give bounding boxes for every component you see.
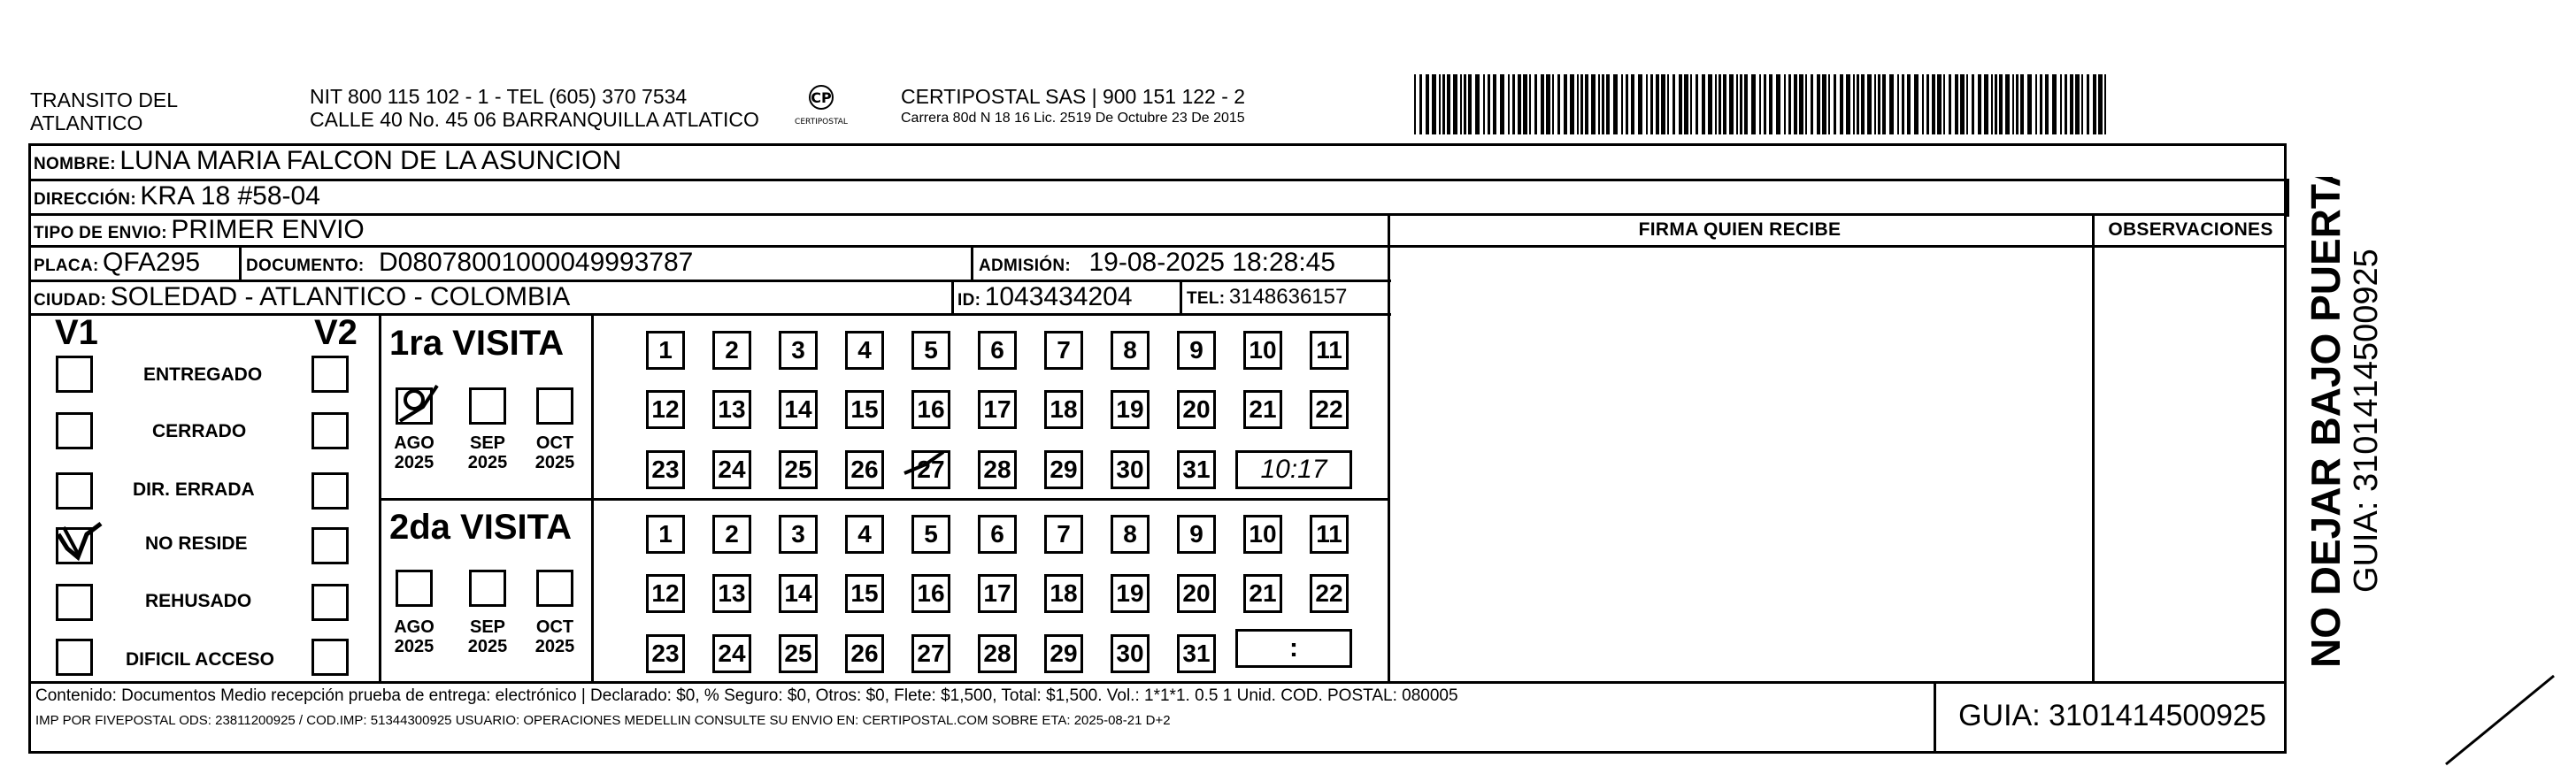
visit1-day-box[interactable]: 11 [1310,331,1349,370]
visit2-month-oct-checkbox[interactable] [536,570,573,607]
ciudad-cell: CIUDAD: SOLEDAD - ATLANTICO - COLOMBIA [34,282,571,311]
tipo-row: TIPO DE ENVIO: PRIMER ENVIO [34,215,365,244]
agency-contact: NIT 800 115 102 - 1 - TEL (605) 370 7534 CALLE 40 No. 45 06 BARRANQUILLA ATLATICO [310,85,759,131]
visit1-day-box[interactable]: 24 [712,450,751,489]
visit2-day-box[interactable]: 8 [1111,515,1150,554]
documento-cell: DOCUMENTO: D08078001000049993787 [246,248,694,277]
status-cerrado: CERRADO [152,421,247,441]
visit2-day-box[interactable]: 25 [779,634,818,673]
visit2-day-box[interactable]: 1 [646,515,685,554]
visit1-day-box[interactable]: 5 [911,331,950,370]
v1-entregado-checkbox[interactable] [56,356,93,393]
visit1-day-box[interactable]: 25 [779,450,818,489]
tel-value: 3148636157 [1228,285,1348,309]
visit2-day-box[interactable]: 18 [1044,574,1083,613]
direccion-value: KRA 18 #58-04 [140,181,320,211]
visit1-month-label: AGO 2025 [394,433,434,472]
visit1-month-sep-checkbox[interactable] [469,387,506,425]
visit1-day-box[interactable]: 31 [1177,450,1216,489]
visit2-day-box[interactable]: 15 [845,574,884,613]
side-vertical-text [2292,177,2389,672]
visit1-day-box[interactable]: 9 [1177,331,1216,370]
visit2-day-box[interactable]: 14 [779,574,818,613]
visit1-day-box[interactable]: 23 [646,450,685,489]
visit1-day-box[interactable]: 13 [712,390,751,429]
visit2-day-box[interactable]: 24 [712,634,751,673]
visit2-title: 2da VISITA [389,508,572,547]
visit1-month-oct-checkbox[interactable] [536,387,573,425]
firma-header: FIRMA QUIEN RECIBE [1638,219,1842,240]
visit2-day-box[interactable]: 17 [978,574,1017,613]
visit2-month-sep-checkbox[interactable] [469,570,506,607]
side-warning: NO DEJAR BAJO PUERTA [2303,177,2349,668]
visit2-day-box[interactable]: 27 [911,634,950,673]
visit2-day-box[interactable]: 7 [1044,515,1083,554]
v1-rehusado-checkbox[interactable] [56,584,93,621]
documento-value: D08078001000049993787 [379,248,694,277]
visit1-time-field[interactable] [1235,450,1352,489]
visit1-day-box[interactable]: 2 [712,331,751,370]
side-guia: GUIA: 3101414500925 [2348,249,2385,593]
visit2-day-box[interactable]: 29 [1044,634,1083,673]
visit1-day-box[interactable]: 15 [845,390,884,429]
admision-value: 19-08-2025 18:28:45 [1088,248,1336,277]
handwritten-check-mark [51,518,110,568]
visit1-day-box[interactable]: 27 [911,450,950,489]
visit2-day-box[interactable]: 4 [845,515,884,554]
imp-text: IMP POR FIVEPOSTAL ODS: 23811200925 / COD.IMP: 51344300925 USUARIO: OPERACIONES MEDELLIN CONSULTE SU ENVIO EN: CERTIPOSTAL.COM SOBRE ETA: 2025-08-21 D+2 [35,713,1171,728]
admision-cell: ADMISIÓN: 19-08-2025 18:28:45 [979,248,1336,277]
visit2-month-ago-checkbox[interactable] [396,570,433,607]
svg-text:CERTIPOSTAL: CERTIPOSTAL [795,118,848,126]
handwritten-day-mark [901,447,947,491]
visit1-day-box[interactable]: 14 [779,390,818,429]
visit1-day-box[interactable]: 19 [1111,390,1150,429]
visit1-day-box[interactable]: 26 [845,450,884,489]
visit2-day-box[interactable]: 13 [712,574,751,613]
visit1-day-box[interactable]: 21 [1243,390,1282,429]
visit1-month-label: SEP 2025 [467,433,508,472]
nombre-row: NOMBRE: LUNA MARIA FALCON DE LA ASUNCION [34,146,622,175]
status-entregado: ENTREGADO [143,364,263,385]
visit2-day-box[interactable]: 16 [911,574,950,613]
visit2-time-field[interactable] [1235,629,1352,668]
visit2-day-box[interactable]: 3 [779,515,818,554]
visit2-month-label: SEP 2025 [467,617,508,656]
barcode-icon [1414,74,2113,134]
v1-dificil-acceso-checkbox[interactable] [56,639,93,676]
id-cell: ID: 1043434204 [957,282,1133,311]
visit2-day-box[interactable]: 23 [646,634,685,673]
visit2-day-box[interactable]: 21 [1243,574,1282,613]
status-dir-errada: DIR. ERRADA [133,479,255,500]
visit2-day-box[interactable]: 10 [1243,515,1282,554]
v2-entregado-checkbox[interactable] [311,356,349,393]
v2-no-reside-checkbox[interactable] [311,527,349,564]
visit1-day-box[interactable]: 12 [646,390,685,429]
visit2-month-label: OCT 2025 [534,617,575,656]
agency-name: TRANSITO DEL ATLANTICO [30,88,178,134]
status-dificil-acceso: DIFICIL ACCESO [126,649,275,670]
visit1-day-box[interactable]: 4 [845,331,884,370]
v2-dificil-acceso-checkbox[interactable] [311,639,349,676]
ciudad-value: SOLEDAD - ATLANTICO - COLOMBIA [110,282,571,311]
visit2-day-box[interactable]: 2 [712,515,751,554]
visit1-day-box[interactable]: 3 [779,331,818,370]
visit1-day-box[interactable]: 30 [1111,450,1150,489]
visit1-day-box[interactable]: 22 [1310,390,1349,429]
visit1-time-value: 10:17 [1260,455,1327,484]
visit1-day-box[interactable]: 18 [1044,390,1083,429]
observaciones-header: OBSERVACIONES [2108,219,2273,240]
visit2-day-box[interactable]: 28 [978,634,1017,673]
visit1-day-box[interactable]: 1 [646,331,685,370]
placa-value: QFA295 [103,248,201,277]
visit2-day-box[interactable]: 30 [1111,634,1150,673]
footer-guia: GUIA: 3101414500925 [1958,699,2266,732]
v1-cerrado-checkbox[interactable] [56,412,93,449]
company-info: CERTIPOSTAL SAS | 900 151 122 - 2 Carrera 80d N 18 16 Lic. 2519 De Octubre 23 De 2015 [901,85,1246,126]
direccion-row: DIRECCIÓN: KRA 18 #58-04 [34,181,320,211]
svg-text:CP: CP [811,89,832,106]
tel-cell: TEL: 3148636157 [1187,285,1348,309]
nombre-value: LUNA MARIA FALCON DE LA ASUNCION [119,146,622,175]
visit2-day-box[interactable]: 20 [1177,574,1216,613]
v2-rehusado-checkbox[interactable] [311,584,349,621]
visit1-day-box[interactable]: 29 [1044,450,1083,489]
status-no-reside: NO RESIDE [145,533,248,554]
visit2-month-label: AGO 2025 [394,617,434,656]
v2-cerrado-checkbox[interactable] [311,412,349,449]
visit2-day-box[interactable]: 12 [646,574,685,613]
visit1-month-label: OCT 2025 [534,433,575,472]
v2-dir-errada-checkbox[interactable] [311,472,349,510]
visit1-day-box[interactable]: 7 [1044,331,1083,370]
visit2-day-box[interactable]: 31 [1177,634,1216,673]
visit2-day-box[interactable]: 6 [978,515,1017,554]
visit1-day-box[interactable]: 17 [978,390,1017,429]
tipo-value: PRIMER ENVIO [171,215,365,244]
visit2-day-box[interactable]: 9 [1177,515,1216,554]
v1-dir-errada-checkbox[interactable] [56,472,93,510]
certipostal-logo-icon [790,83,852,131]
id-value: 1043434204 [984,282,1133,311]
visit2-day-box[interactable]: 19 [1111,574,1150,613]
scan-stroke [2442,672,2557,770]
visit1-day-box[interactable]: 28 [978,450,1017,489]
placa-cell: PLACA: QFA295 [34,248,201,277]
visit2-day-box[interactable]: 5 [911,515,950,554]
visit1-day-box[interactable]: 8 [1111,331,1150,370]
visit2-day-box[interactable]: 22 [1310,574,1349,613]
visit1-day-box[interactable]: 20 [1177,390,1216,429]
visit1-title: 1ra VISITA [389,324,565,363]
handwritten-month-mark [391,380,444,430]
v1-header: V1 [55,313,98,352]
visit1-day-box[interactable]: 6 [978,331,1017,370]
visit1-day-box[interactable]: 10 [1243,331,1282,370]
status-rehusado: REHUSADO [145,591,252,611]
contenido-text: Contenido: Documentos Medio recepción prueba de entrega: electrónico | Declarado: $0, % Seguro: $0, Otros: $0, Flete: $1,500, Total: $1,500. Vol.: 1*1*1. 0.5 1 Unid. COD. POSTAL: 080005 [35,686,1458,705]
visit1-day-box[interactable]: 16 [911,390,950,429]
visit2-day-box[interactable]: 26 [845,634,884,673]
visit2-day-box[interactable]: 11 [1310,515,1349,554]
v2-header: V2 [314,313,358,352]
visit2-time-value: : [1289,633,1298,663]
